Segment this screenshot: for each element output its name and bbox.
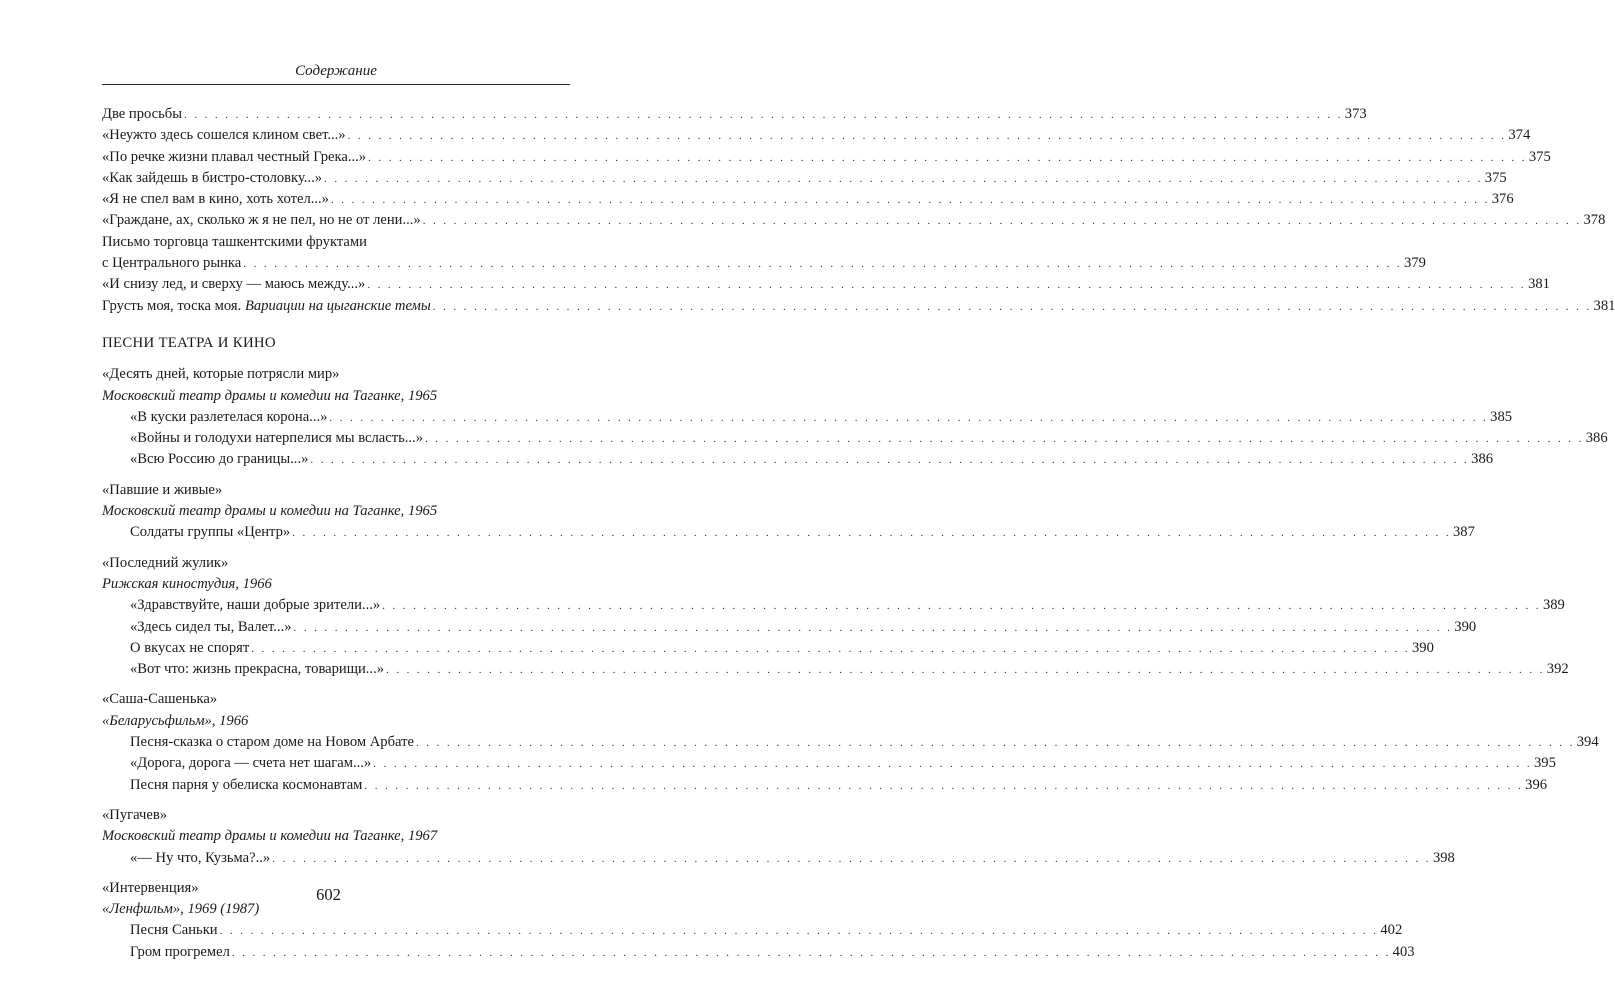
dot-leader [364, 776, 1523, 797]
dot-leader [272, 849, 1431, 870]
toc-entry [102, 168, 1507, 189]
dot-leader [367, 275, 1526, 296]
work-venue: Московский театр драмы и комедии на Таганке, 1965 [102, 503, 438, 520]
song-entry [102, 920, 1403, 941]
song-title: «Дорога, дорога — счета нет шагам...» [130, 755, 372, 772]
dot-leader [251, 639, 1410, 660]
table-of-contents [102, 104, 1615, 963]
dot-leader [368, 148, 1527, 169]
song-title: «— Ну что, Кузьма?..» [130, 849, 271, 866]
song-page: 394 [1576, 734, 1599, 751]
entry-page: 375 [1528, 148, 1551, 165]
song-page: 389 [1542, 597, 1565, 614]
page-number: 602 [316, 885, 341, 904]
dot-leader [184, 105, 1343, 126]
entry-page: 376 [1491, 191, 1514, 208]
song-page: 387 [1452, 524, 1475, 541]
song-page: 386 [1585, 430, 1608, 447]
song-title: Гром прогремел [130, 943, 230, 960]
song-page: 402 [1380, 922, 1403, 939]
dot-leader [294, 618, 1453, 639]
work-group [102, 689, 1599, 795]
entry-title: «Как зайдешь в бистро-столовку...» [102, 169, 323, 186]
dot-leader [331, 190, 1490, 211]
toc-entry [102, 210, 1606, 231]
entry-title-line1: Письмо торговца ташкентскими фруктами [102, 233, 367, 250]
song-entry [102, 942, 1415, 963]
dot-leader [423, 211, 1582, 232]
toc-entry [102, 147, 1551, 168]
song-entry [102, 848, 1455, 869]
dot-leader [310, 450, 1469, 471]
song-entry [102, 732, 1599, 753]
song-entry [102, 659, 1569, 680]
entry-subtitle: Вариации на цыганские темы [244, 297, 431, 314]
song-page: 385 [1490, 408, 1513, 425]
song-title: Солдаты группы «Центр» [130, 524, 291, 541]
toc-entry [102, 189, 1514, 210]
entry-title: «По речке жизни плавал честный Грека...» [102, 148, 367, 165]
entry-page: 381 [1528, 276, 1550, 293]
toc-entry [102, 274, 1550, 295]
toc-entry [102, 296, 1615, 317]
entry-page: 373 [1344, 106, 1367, 122]
entry-title: Две просьбы [102, 106, 183, 122]
work-title: «Десять дней, которые потрясли мир» [102, 366, 340, 383]
dot-leader [386, 660, 1545, 681]
song-page: 396 [1525, 776, 1548, 793]
dot-leader [324, 169, 1483, 190]
song-entry [102, 775, 1548, 796]
song-entry [102, 522, 1475, 543]
work-venue: Рижская киностудия, 1966 [102, 575, 272, 592]
entry-title: «Я не спел вам в кино, хоть хотел...» [102, 191, 329, 208]
running-head: Содержание [295, 63, 377, 79]
work-group [102, 480, 1475, 544]
song-title: Песня Саньки [130, 922, 218, 939]
work-title: «Павшие и живые» [102, 481, 223, 498]
work-venue: «Ленфильм», 1969 (1987) [102, 901, 260, 918]
entry-title: «Неужто здесь сошелся клином свет...» [102, 127, 346, 144]
song-page: 390 [1454, 618, 1477, 635]
song-title: Песня парня у обелиска космонавтам [130, 776, 363, 793]
entry-title: «И снизу лед, и сверху — маюсь между...» [102, 276, 366, 293]
entry-title: «Граждане, ах, сколько ж я не пел, но не от лени...» [102, 212, 421, 229]
work-title: «Интервенция» [102, 879, 199, 896]
entry-page: 378 [1583, 212, 1606, 229]
toc-entry [102, 104, 1367, 125]
song-title: «Всю Россию до границы...» [130, 451, 309, 468]
song-entry [102, 407, 1513, 428]
song-page: 386 [1471, 451, 1494, 468]
entry-title-roman: Грусть моя, тоска моя. [102, 297, 242, 314]
song-title: «Здравствуйте, наши добрые зрители...» [130, 597, 381, 614]
dot-leader [373, 754, 1532, 775]
song-title: «Войны и голодухи натерпелися мы всласть...» [130, 430, 423, 447]
song-page: 395 [1533, 755, 1556, 772]
toc-entry [102, 125, 1531, 146]
dot-leader [433, 297, 1592, 318]
entry-page: 374 [1508, 127, 1531, 144]
work-group [102, 553, 1569, 681]
song-entry [102, 595, 1565, 616]
dot-leader [348, 126, 1507, 147]
entry-page: 381 [1593, 297, 1615, 314]
song-title: «В куски разлетелася корона...» [130, 408, 328, 425]
header-rule [102, 84, 570, 85]
work-venue: «Беларусьфильм», 1966 [102, 712, 249, 729]
work-group [102, 805, 1455, 869]
song-title: «Вот что: жизнь прекрасна, товарищи...» [130, 661, 385, 678]
dot-leader [425, 429, 1584, 450]
dot-leader [416, 733, 1575, 754]
song-entry [102, 638, 1434, 659]
song-entry [102, 449, 1494, 470]
section-heading: ПЕСНИ ТЕАТРА И КИНО [102, 334, 276, 351]
song-page: 390 [1412, 639, 1434, 656]
work-title: «Пугачев» [102, 806, 168, 823]
song-page: 403 [1392, 943, 1415, 960]
song-page: 392 [1546, 661, 1569, 678]
entry-page: 379 [1404, 255, 1426, 272]
dot-leader [243, 254, 1402, 275]
entry-title: с Центрального рынка [102, 255, 242, 272]
work-group [102, 364, 1608, 470]
song-entry [102, 617, 1477, 638]
dot-leader [329, 408, 1488, 429]
dot-leader [292, 523, 1451, 544]
work-venue: Московский театр драмы и комедии на Таганке, 1965 [102, 387, 438, 404]
dot-leader [382, 596, 1541, 617]
entry-title [102, 296, 431, 317]
song-title: Песня-сказка о старом доме на Новом Арбате [130, 734, 414, 751]
dot-leader [232, 943, 1391, 964]
work-venue: Московский театр драмы и комедии на Таганке, 1967 [102, 828, 438, 845]
song-title: «Здесь сидел ты, Валет...» [130, 618, 292, 635]
song-title: О вкусах не спорят [130, 639, 250, 656]
work-title: «Саша-Сашенька» [102, 691, 218, 708]
song-entry [102, 753, 1556, 774]
work-title: «Последний жулик» [102, 554, 229, 571]
song-page: 398 [1432, 849, 1455, 866]
entry-page: 375 [1484, 169, 1507, 186]
dot-leader [220, 921, 1379, 942]
toc-entry [102, 253, 1426, 274]
song-entry [102, 428, 1608, 449]
